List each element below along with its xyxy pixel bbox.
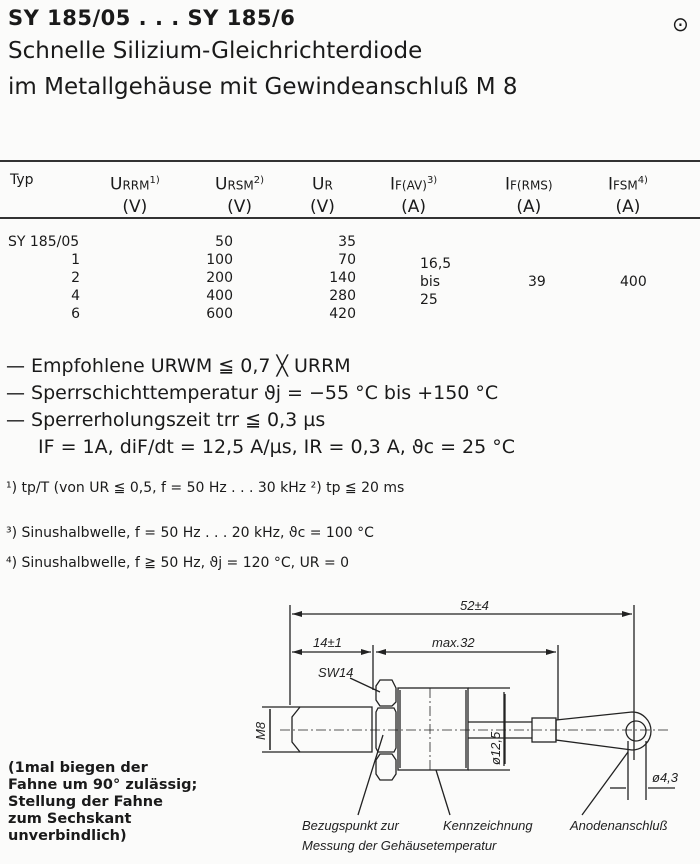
cell-type: 1 [71,252,80,268]
cell-urrm: 100 [206,252,233,268]
footnote: ¹) tp/T (von UR ≦ 0,5, f = 50 Hz . . . 30 kHz ²) tp ≦ 20 ms [6,480,405,496]
footnote: ³) Sinushalbwelle, f = 50 Hz . . . 20 kHz, ϑc = 100 °C [6,525,374,541]
header-symbol: U [312,174,325,195]
header-unit: (A) [615,196,641,217]
spec-line: — Empfohlene URWM ≦ 0,7 ╳ URRM [6,355,351,377]
hole-diameter-label: ø4,3 [652,770,679,785]
cell-type: 4 [71,288,80,304]
dim-thread-length-label: 14±1 [313,635,342,650]
dim-body-length-label: max.32 [432,635,475,650]
header-symbol: Typ [10,172,34,188]
mounting-note: (1mal biegen der Fahne um 90° zulässig; Stellung der Fahne zum Sechskant unverbindlich) [8,760,198,844]
dim-total-label: 52±4 [460,598,489,613]
subtitle-line-1: Schnelle Silizium-Gleichrichterdiode [8,38,423,64]
header-unit: (A) [516,196,542,217]
cell-urrm: 400 [206,288,233,304]
header-subscript: RRM [122,178,150,193]
header-unit: (V) [122,196,148,217]
cell-ur: 70 [338,252,356,268]
header-unit: (A) [401,196,427,217]
header-footnote-ref: 1) [149,175,160,186]
footnote: ⁴) Sinushalbwelle, f ≧ 50 Hz, ϑj = 120 °C, UR = 0 [6,555,350,571]
cell-type: SY 185/05 [8,234,80,250]
header-subscript: R [324,178,333,193]
cell-type: 2 [71,270,80,286]
reference-point-label: Bezugspunkt zur [302,818,399,833]
cell-urrm: 600 [206,306,233,322]
reference-point-label-2: Messung der Gehäusetemperatur [302,838,497,853]
arrowhead [622,611,632,617]
header-footnote-ref: 3) [426,175,438,186]
header-symbol: U [110,174,123,195]
arrowhead [376,649,386,655]
cell-ur: 35 [338,234,356,250]
wrench-size-label: SW14 [318,665,354,680]
header-symbol: I [390,174,396,195]
corner-symbol-icon: ⊙ [672,12,689,36]
cell-urrm: 200 [206,270,233,286]
subtitle-line-2: im Metallgehäuse mit Gewindeanschluß M 8 [8,74,518,100]
header-symbol: I [505,174,511,195]
spec-line: — Sperrschichttemperatur ϑj = −55 °C bis +150 °C [6,382,499,404]
cell-if-av: bis [420,274,441,290]
cell-if-rms: 39 [528,274,546,290]
cell-if-av: 25 [420,292,438,308]
header-subscript: RSM [227,178,254,193]
header-symbol: I [608,174,614,195]
cell-ur: 420 [329,306,356,322]
spec-line: — Sperrerholungszeit trr ≦ 0,3 µs [6,409,326,431]
page-title: SY 185/05 . . . SY 185/6 [8,6,296,30]
header-symbol: U [215,174,228,195]
header-unit: (V) [310,196,335,217]
header-footnote-ref: 2) [253,175,265,186]
header-unit: (V) [227,196,252,217]
arrowhead [546,649,556,655]
arrowhead [361,649,371,655]
spec-line: IF = 1A, diF/dt = 12,5 A/µs, IR = 0,3 A, ϑc = 25 °C [38,436,516,458]
cell-ifsm: 400 [620,274,647,290]
cell-if-av: 16,5 [420,256,452,272]
body-diameter-label: ø12,5 [488,731,503,765]
cell-ur: 140 [329,270,356,286]
cell-type: 6 [71,306,80,322]
cell-urrm: 50 [215,234,233,250]
header-subscript: F(AV) [395,178,427,193]
header-subscript: FSM [613,178,638,193]
anode-terminal-label: Anodenanschluß [570,818,668,833]
thread-size-label: M8 [253,721,268,740]
cell-ur: 280 [329,288,356,304]
arrowhead [292,611,302,617]
header-subscript: F(RMS) [510,178,553,193]
header-footnote-ref: 4) [637,175,648,186]
marking-label: Kennzeichnung [443,818,533,833]
arrowhead [292,649,302,655]
